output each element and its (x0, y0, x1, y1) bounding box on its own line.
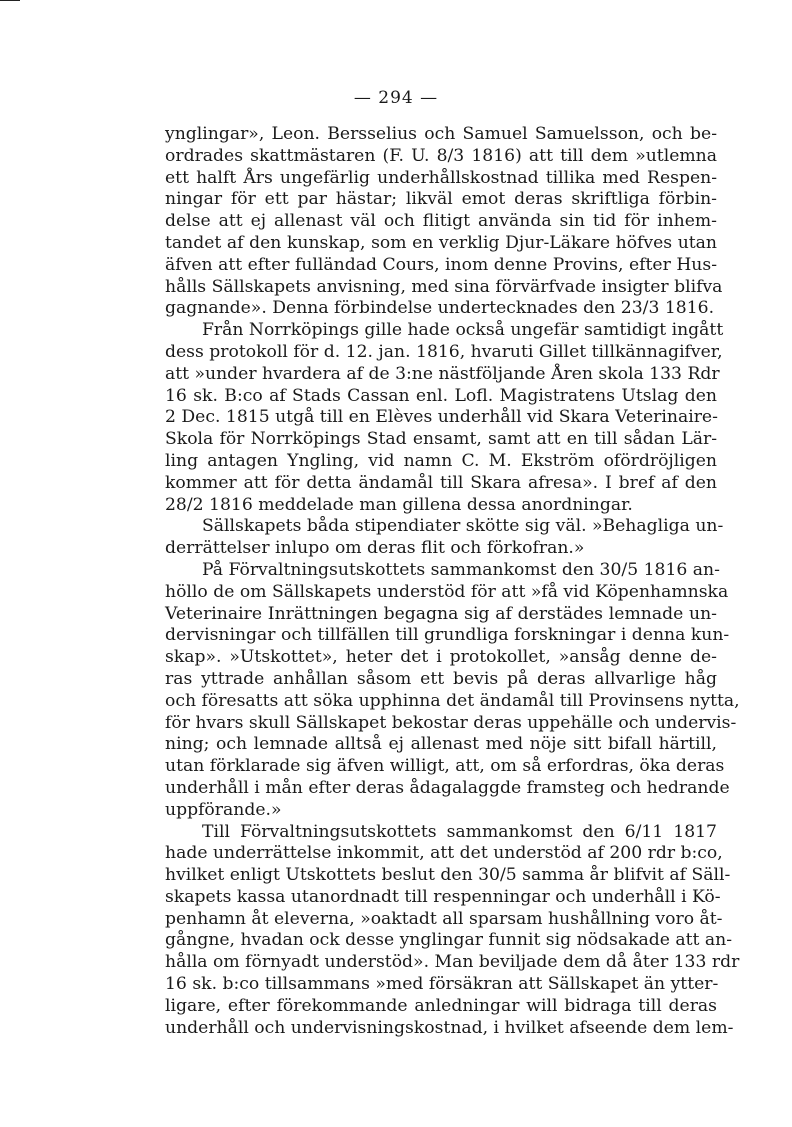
text-line: ligare, efter förekommande anledningar will bidraga till deras (165, 995, 717, 1016)
text-line: hvilket enligt Utskottets beslut den 30/5 samma år blifvit af Säll- (165, 865, 731, 886)
page-number: — 294 — (353, 88, 439, 108)
text-line: och föresatts att söka upphinna det ändamål till Provinsens nytta, (165, 690, 740, 711)
text-line: 2 Dec. 1815 utgå till en Elèves underhåll vid Skara Veterinaire- (165, 407, 718, 428)
text-line: skapets kassa utanordnadt till respenningar och underhåll i Kö- (165, 886, 721, 907)
text-line: 16 sk. b:co tillsammans »med försäkran att Sällskapet än ytter- (165, 974, 719, 995)
text-line: underhåll i mån efter deras ådagalaggde framsteg och hedrande (165, 777, 730, 798)
scan-edge-mark (0, 0, 20, 1)
text-line: ningar för ett par hästar; likväl emot deras skriftliga förbin- (165, 189, 717, 210)
text-line: På Förvaltningsutskottets sammankomst den 30/5 1816 an- (202, 559, 720, 580)
text-line: hålls Sällskapets anvisning, med sina förvärfvade insigter blifva (165, 276, 723, 297)
text-line: ras yttrade anhållan såsom ett bevis på deras allvarlige håg (165, 668, 717, 689)
text-line: ynglingar», Leon. Bersselius och Samuel Samuelsson, och be- (165, 124, 717, 144)
text-line: Skola för Norrköpings Stad ensamt, samt att en till sådan Lär- (165, 429, 717, 450)
text-line: Till Förvaltningsutskottets sammankomst den 6/11 1817 (202, 821, 717, 842)
text-line: skap». »Utskottet», heter det i protokollet, »ansåg denne de- (165, 647, 717, 668)
text-line: delse att ej allenast väl och flitigt använda sin tid för inhem- (165, 211, 717, 232)
text-line: hade underrättelse inkommit, att det understöd af 200 rdr b:co, (165, 843, 723, 864)
text-line: underhåll och undervisningskostnad, i hvilket afseende dem lem- (165, 1017, 734, 1038)
text-line: ordrades skattmästaren (F. U. 8/3 1816) att till dem »utlemna (165, 145, 717, 166)
text-line: ling antagen Yngling, vid namn C. M. Ekström ofördröjligen (165, 450, 717, 471)
text-line: att »under hvardera af de 3:ne nästföljande Åren skola 133 Rdr (165, 363, 720, 384)
text-line: gångne, hvadan ock desse ynglingar funnit sig nödsakade att an- (165, 930, 733, 951)
text-line: äfven att efter fulländad Cours, inom denne Provins, efter Hus- (165, 254, 717, 275)
text-line: dess protokoll för d. 12. jan. 1816, hvaruti Gillet tillkännagifver, (165, 341, 723, 362)
text-line: Från Norrköpings gille hade också ungefär samtidigt ingått (202, 320, 724, 341)
text-line: tandet af den kunskap, som en verklig Djur-Läkare höfves utan (165, 232, 717, 253)
text-line: höllo de om Sällskapets understöd för att »få vid Köpenhamnska (165, 581, 729, 602)
text-line: hålla om förnyadt understöd». Man beviljade dem då åter 133 rdr (165, 952, 740, 973)
text-line: kommer att för detta ändamål till Skara afresa». I bref af den (165, 472, 717, 493)
text-line: derrättelser inlupo om deras flit och förkofran.» (165, 538, 585, 559)
text-line: penhamn åt eleverna, »oaktadt all sparsam hushållning voro åt- (165, 908, 723, 929)
text-line: utan förklarade sig äfven willigt, att, om så erfordras, öka deras (165, 756, 725, 777)
text-line: för hvars skull Sällskapet bekostar deras uppehälle och undervis- (165, 712, 737, 733)
text-line: 28/2 1816 meddelade man gillena dessa anordningar. (165, 494, 633, 515)
text-line: ett halft Års ungefärlig underhållskostnad tillika med Respen- (165, 167, 717, 188)
text-line: uppförande.» (165, 799, 282, 820)
text-line: Sällskapets båda stipendiater skötte sig väl. »Behagliga un- (202, 516, 724, 537)
text-line: Veterinaire Inrättningen begagna sig af derstädes lemnade un- (165, 603, 717, 624)
text-line: gagnande». Denna förbindelse undertecknades den 23/3 1816. (165, 298, 715, 319)
body-text (165, 124, 740, 1039)
text-line: 16 sk. B:co af Stads Cassan enl. Lofl. Magistratens Utslag den (165, 385, 717, 406)
text-line: dervisningar och tillfällen till grundliga forskningar i denna kun- (165, 625, 730, 646)
text-line: ning; och lemnade alltså ej allenast med nöje sitt bifall härtill, (165, 734, 717, 755)
